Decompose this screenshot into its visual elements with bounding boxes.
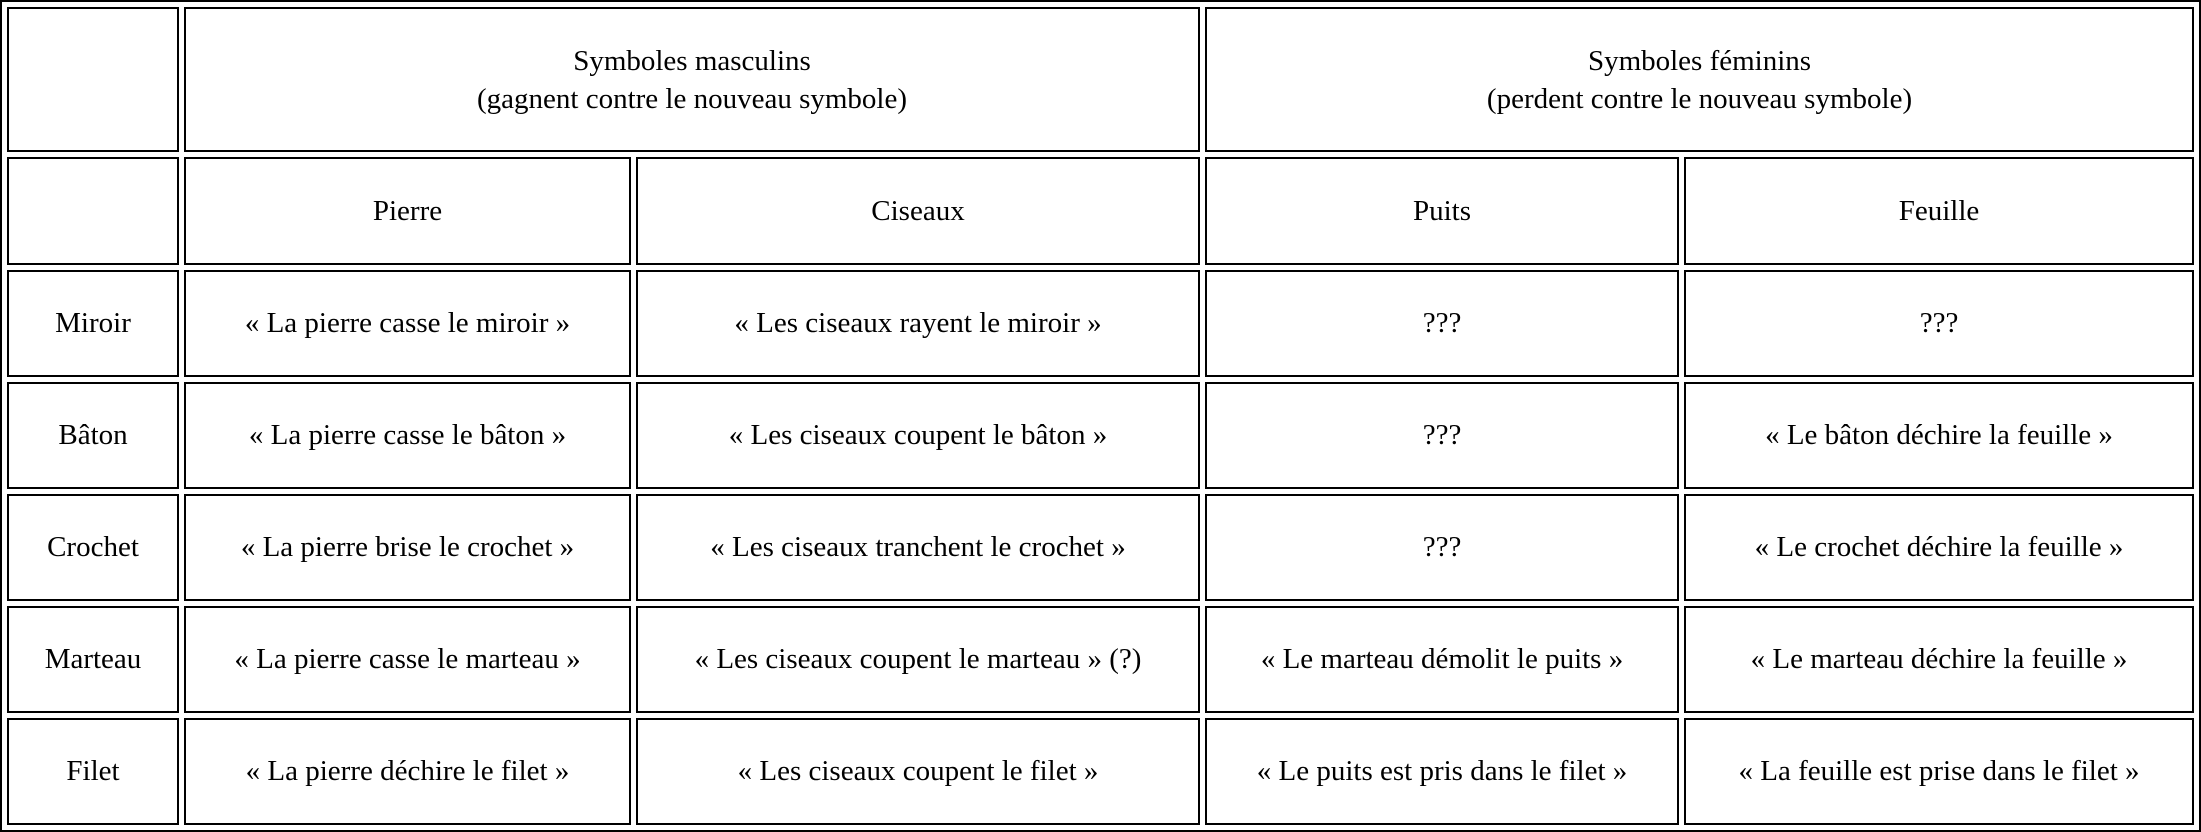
column-header: Feuille bbox=[1684, 157, 2194, 265]
table-row bbox=[7, 494, 2194, 601]
corner-cell bbox=[7, 7, 179, 152]
group-subtitle: (perdent contre le nouveau symbole) bbox=[1486, 82, 1913, 115]
table-cell: « La pierre brise le crochet » bbox=[184, 494, 631, 601]
table-cell: « Le puits est pris dans le filet » bbox=[1205, 718, 1679, 825]
column-header-row bbox=[7, 157, 2194, 265]
column-header: Pierre bbox=[184, 157, 631, 265]
table-cell: « Le marteau déchire la feuille » bbox=[1684, 606, 2194, 713]
table-row bbox=[7, 718, 2194, 825]
row-header: Bâton bbox=[7, 382, 179, 489]
table-cell: « Le bâton déchire la feuille » bbox=[1684, 382, 2194, 489]
table-cell: « Les ciseaux rayent le miroir » bbox=[636, 270, 1200, 377]
table-cell: « Les ciseaux coupent le bâton » bbox=[636, 382, 1200, 489]
row-header: Filet bbox=[7, 718, 179, 825]
table-cell: « Les ciseaux coupent le marteau » (?) bbox=[636, 606, 1200, 713]
table-cell: « La pierre casse le bâton » bbox=[184, 382, 631, 489]
table-cell: « Le marteau démolit le puits » bbox=[1205, 606, 1679, 713]
table-cell: « Les ciseaux coupent le filet » bbox=[636, 718, 1200, 825]
group-header-masculine bbox=[184, 7, 1200, 152]
row-header: Crochet bbox=[7, 494, 179, 601]
group-subtitle: (gagnent contre le nouveau symbole) bbox=[477, 82, 908, 115]
table-cell: « Les ciseaux tranchent le crochet » bbox=[636, 494, 1200, 601]
table-row bbox=[7, 606, 2194, 713]
table-cell: ??? bbox=[1684, 270, 2194, 377]
table-cell: ??? bbox=[1205, 270, 1679, 377]
table-row bbox=[7, 382, 2194, 489]
column-header: Puits bbox=[1205, 157, 1679, 265]
group-title: Symboles féminins bbox=[1587, 44, 1812, 77]
corner-cell bbox=[7, 157, 179, 265]
table-cell: « La pierre casse le marteau » bbox=[184, 606, 631, 713]
row-header: Miroir bbox=[7, 270, 179, 377]
column-header: Ciseaux bbox=[636, 157, 1200, 265]
table-cell: ??? bbox=[1205, 494, 1679, 601]
table-cell: ??? bbox=[1205, 382, 1679, 489]
table-row bbox=[7, 270, 2194, 377]
table-cell: « La pierre déchire le filet » bbox=[184, 718, 631, 825]
row-header: Marteau bbox=[7, 606, 179, 713]
group-header-feminine bbox=[1205, 7, 2194, 152]
group-title: Symboles masculins bbox=[573, 44, 811, 77]
table-cell: « La pierre casse le miroir » bbox=[184, 270, 631, 377]
table-cell: « Le crochet déchire la feuille » bbox=[1684, 494, 2194, 601]
group-header-row bbox=[7, 7, 2194, 152]
table-cell: « La feuille est prise dans le filet » bbox=[1684, 718, 2194, 825]
